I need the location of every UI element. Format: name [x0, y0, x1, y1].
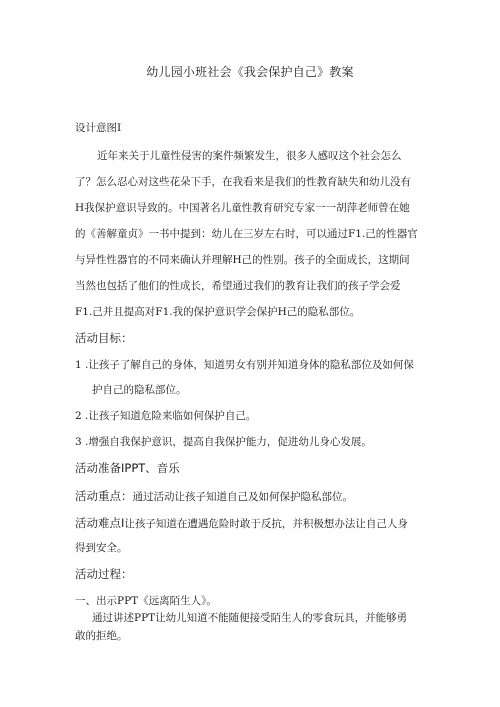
difficulty-line: [75, 514, 408, 532]
difficulty-label: 活动难点I: [75, 516, 125, 530]
document-title: 幼儿园小班社会《我会保护自己》教案: [146, 65, 354, 79]
design-intent-heading: 设计意图I: [75, 122, 122, 134]
preparation-line: 活动准备IPPT、音乐: [75, 461, 180, 475]
process-step-description-continuation: 敢的拒绝。: [75, 630, 128, 642]
process-step-description: 通过讲述PPT让幼儿知道不能随便接受陌生人的零食玩具，并能够勇: [92, 612, 408, 624]
paragraph-line: 与异性性器官的不同来确认并理解H己的性别。孩子的全面成长，这期间: [75, 254, 410, 266]
key-point-label: 活动重点：: [75, 489, 133, 503]
key-point-text: 通过活动让孩子知道自己及如何保护隐私部位。: [132, 491, 353, 503]
goal-item: 3 .增强自我保护意识，提高自我保护能力，促进幼儿身心发展。: [75, 436, 372, 448]
key-point-line: [75, 487, 353, 505]
paragraph-line: 了？怎么忍心对这些花朵下手，在我看来是我们的性教育缺失和幼儿没有: [75, 176, 411, 188]
difficulty-text: 让孩子知道在遭遇危险时敢于反抗，并积极想办法让自己人身: [124, 518, 408, 530]
paragraph-line: 近年来关于儿童性侵害的案件频繁发生，很多人感叹这个社会怎么: [97, 150, 402, 162]
process-heading: 活动过程：: [75, 567, 133, 581]
goals-heading: 活动目标：: [75, 331, 133, 345]
goal-item-continuation: 护自己的隐私部位。: [92, 384, 187, 396]
paragraph-line: 的《善解童贞》一书中提到：幼儿在三岁左右时，可以通过F1.己的性器官: [75, 228, 418, 240]
difficulty-continuation: 得到安全。: [75, 542, 128, 554]
process-step: 一、出示PPT《远离陌生人》。: [75, 595, 217, 607]
goal-item: 2 .让孩子知道危险来临如何保护自己。: [75, 410, 257, 422]
paragraph-line: 当然也包括了他们的性成长，希望通过我们的教育让我们的孩子学会爱: [75, 280, 401, 292]
paragraph-line: F1.己并且提高对F1.我的保护意识学会保护H己的隐私部位。: [75, 306, 361, 318]
paragraph-line: H我保护意识导致的。中国著名儿童性教育研究专家一一胡萍老师曾在她: [75, 202, 410, 214]
goal-item: 1 .让孩子了解自己的身体，知道男女有别并知道身体的隐私部位及如何保: [75, 359, 414, 371]
